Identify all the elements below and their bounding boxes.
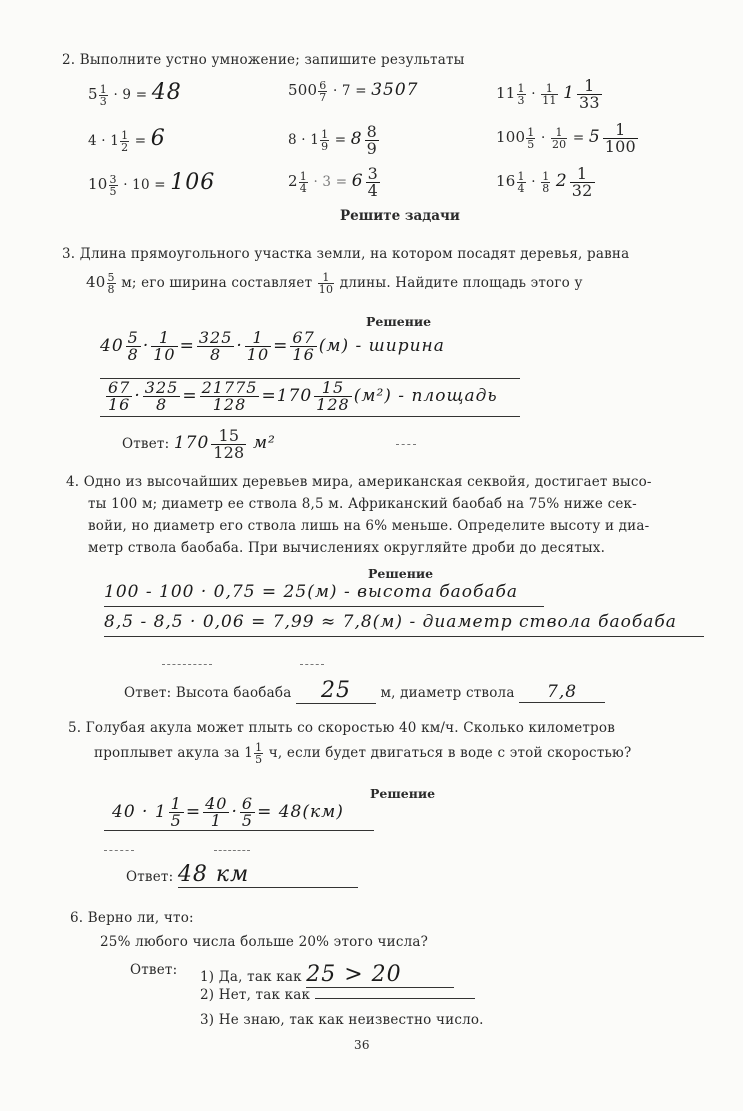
task6-option-2: 2) Нет, так как	[200, 987, 475, 1003]
task3-line2: 40 $\frac{5}{8}$ м; его ширина составляет $\frac{1}{10}$ длины. Найдите площадь этого у	[86, 271, 583, 296]
task5-rule-1	[104, 830, 374, 831]
task4-line4: метр ствола баобаба. При вычислениях округляйте дроби до десятых.	[88, 540, 606, 556]
task3-solution-label: Решение	[366, 314, 432, 329]
task2-answer-1: 48	[151, 80, 182, 105]
page-number: 36	[354, 1038, 370, 1052]
task6-line1: 6. Верно ли, что:	[70, 910, 194, 926]
task6-option-1-hand: 25 > 20	[306, 962, 454, 988]
task3-answer: Ответ: 170 $\frac{15}{128}$ м²	[122, 426, 276, 462]
task5-line1: 5. Голубая акула может плыть со скоростью 40 км/ч. Сколько километров	[68, 720, 616, 736]
task5-solution-label: Решение	[370, 786, 436, 801]
task2-expr-4: 4 · 1 $\frac{1}{2}$ = 6	[88, 126, 166, 154]
dash-1	[396, 444, 416, 445]
task2-expr-6: 100 $\frac{1}{5}$ · $\frac{1}{20}$ = 5 $\frac{1}{100}$	[496, 120, 636, 156]
task3-handwriting-2: $\frac{67}{16}$ · $\frac{325}{8}$ = $\frac{21775}{128}$ =170 $\frac{15}{128}$ (м²) - площадь	[108, 378, 498, 414]
task4-rule-1	[104, 606, 544, 607]
task6-option-2-line	[315, 998, 475, 999]
diameter-answer: 7,8	[519, 682, 605, 703]
task4-answer: Ответ: Высота баобаба 25 м, диаметр ствола 7,8	[124, 678, 605, 704]
task2-expr-9: 16 $\frac{1}{4}$ · $\frac{1}{8}$ 2 $\frac{1}{32}$	[496, 164, 593, 200]
task6-option-1: 1) Да, так как 25 > 20	[200, 962, 454, 988]
task3-handwriting-1: 40 $\frac{5}{8}$ · $\frac{1}{10}$ = $\frac{325}{8}$ · $\frac{1}{10}$ = $\frac{67}{16}$ (м) - ширина	[100, 328, 445, 364]
task4-handwriting-2: 8,5 - 8,5 · 0,06 = 7,99 ≈ 7,8(м) - диаметр ствола баобаба	[104, 612, 677, 632]
section-title: Решите задачи	[340, 208, 460, 224]
task6-answer-label: Ответ:	[130, 962, 178, 978]
task4-line2: ты 100 м; диаметр ее ствола 8,5 м. Африканский баобаб на 75% ниже сек-	[88, 496, 637, 512]
dash-3	[300, 664, 324, 665]
task2-expr-5: 8 · 1 $\frac{1}{9}$ = 8 $\frac{8}{9}$	[288, 122, 377, 158]
task3-rule-2	[100, 416, 520, 417]
task2-title: 2. Выполните устно умножение; запишите результаты	[62, 52, 465, 68]
height-answer: 25	[296, 678, 376, 704]
task3-line1: 3. Длина прямоугольного участка земли, на котором посадят деревья, равна	[62, 246, 630, 262]
task5-answer: Ответ: 48 км	[126, 862, 358, 888]
dash-2	[162, 664, 212, 665]
dash-4	[104, 850, 134, 851]
task2-expr-1: 5 $\frac{1}{3}$ · 9 = 48	[88, 80, 182, 108]
task5-line2: проплывет акула за 1 $\frac{1}{5}$ ч, если будет двигаться в воде с этой скоростью?	[94, 741, 632, 766]
task2-expr-8: 2 $\frac{1}{4}$ · 3 = 6 $\frac{3}{4}$	[288, 164, 378, 200]
task4-rule-2	[104, 636, 704, 637]
task4-solution-label: Решение	[368, 566, 434, 581]
task4-handwriting-1: 100 - 100 · 0,75 = 25(м) - высота баобаба	[104, 582, 519, 602]
task5-handwriting: 40 · 1 $\frac{1}{5}$ = $\frac{40}{1}$ · $\frac{6}{5}$ = 48(км)	[112, 794, 344, 830]
task4-line3: войи, но диаметр его ствола лишь на 6% меньше. Определите высоту и диа-	[88, 518, 650, 534]
task4-line1: 4. Одно из высочайших деревьев мира, американская секвойя, достигает высо-	[66, 474, 652, 490]
dash-5	[214, 850, 250, 851]
task2-answer-7: 106	[170, 170, 216, 195]
task5-answer-value: 48 км	[178, 862, 358, 888]
task2-expr-2: 500 $\frac{6}{7}$ · 7 = 3507	[288, 79, 419, 104]
task2-answer-4: 6	[150, 126, 166, 151]
task2-answer-2: 3507	[371, 80, 419, 100]
task2-expr-3: 11 $\frac{1}{3}$ · $\frac{1}{11}$ 1 $\frac{1}{33}$	[496, 76, 600, 112]
task6-line2: 25% любого числа больше 20% этого числа?	[100, 934, 429, 950]
task6-option-3: 3) Не знаю, так как неизвестно число.	[200, 1012, 484, 1028]
task2-expr-7: 10 $\frac{3}{5}$ · 10 = 106	[88, 170, 216, 198]
